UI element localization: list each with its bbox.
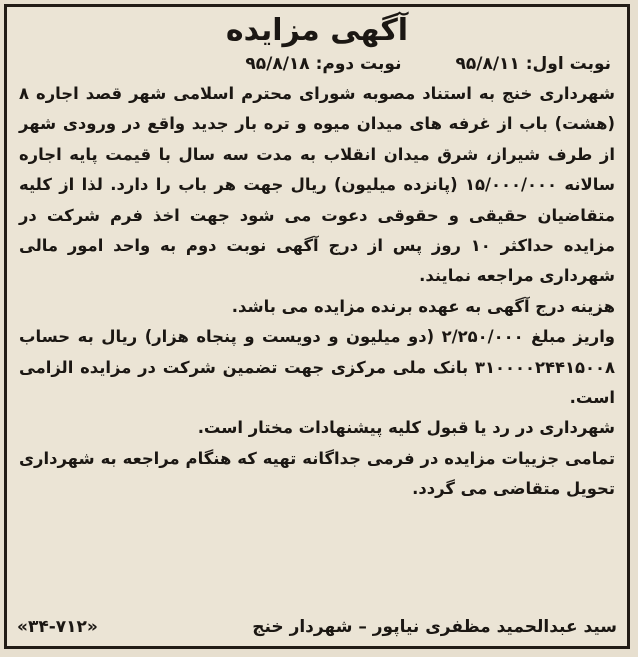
- paragraph-main: شهرداری خنج به استناد مصوبه شورای محترم اسلامی شهر قصد اجاره ۸ (هشت) باب از غرفه های میدان میوه و تره بار جدید واقع در ورودی شهر از طرف شیراز، شرق میدان انقلاب به مدت سه سال با قیمت پایه اجاره سالانه ۱۵/۰۰۰/۰۰۰ (پانزده میلیون) ریال جهت هر باب را دارد. لذا از کلیه متقاضیان حقیقی و حقوقی دعوت می شود جهت اخذ فرم شرکت در مزایده حداکثر ۱۰ روز پس از درج آگهی نوبت دوم به واحد امور مالی شهرداری مراجعه نمایند.: [19, 84, 615, 286]
- second-round-date: نوبت دوم: ۹۵/۸/۱۸: [245, 54, 402, 74]
- publication-dates: [19, 49, 615, 79]
- first-round-date: نوبت اول: ۹۵/۸/۱۱: [455, 54, 611, 74]
- notice-title: آگهی مزایده: [225, 13, 409, 48]
- paragraph-deposit: واریز مبلغ ۲/۲۵۰/۰۰۰ (دو میلیون و دویست و پنجاه هزار) ریال به حساب ۳۱۰۰۰۰۲۴۴۱۵۰۰۸ بانک ملی مرکزی جهت تضمین شرکت در مزایده الزامی است.: [19, 327, 615, 408]
- signature-line: [17, 612, 617, 642]
- notice-code: «۳۴-۷۱۲»: [17, 617, 98, 637]
- notice-body: [19, 79, 615, 505]
- paragraph-details: تمامی جزییات مزایده در فرمی جداگانه تهیه که هنگام مراجعه به شهرداری تحویل متقاضی می گردد.: [19, 448, 615, 499]
- auction-notice: [4, 4, 630, 649]
- paragraph-ad-cost: هزینه درج آگهی به عهده برنده مزایده می باشد.: [231, 296, 615, 316]
- paragraph-rights: شهرداری در رد یا قبول کلیه پیشنهادات مختار است.: [197, 418, 615, 438]
- signatory: سید عبدالحمید مظفری نیاپور – شهردار خنج: [252, 617, 617, 637]
